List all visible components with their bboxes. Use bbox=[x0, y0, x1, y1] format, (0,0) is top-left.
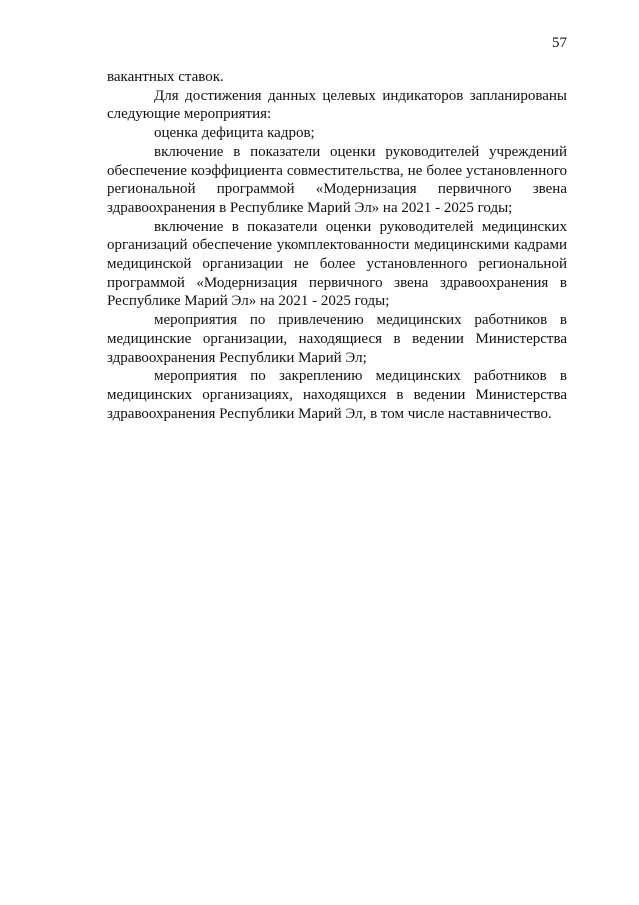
document-body bbox=[107, 68, 567, 423]
list-item-part-time-coefficient: включение в показатели оценки руководителей учреждений обеспечение коэффициента совместительства, не более установленного региональной программой «Модернизация первичного звена здравоохранения в Республике Марий Эл» на 2021 - 2025 годы; bbox=[107, 143, 567, 216]
page-number: 57 bbox=[552, 35, 567, 51]
paragraph-intro: Для достижения данных целевых индикаторов запланированы следующие мероприятия: bbox=[107, 87, 567, 123]
list-item-retention-measures: мероприятия по закреплению медицинских работников в медицинских организациях, находящихся в ведении Министерства здравоохранения Республики Марий Эл, в том числе наставничество. bbox=[107, 368, 567, 422]
list-item-attraction-measures: мероприятия по привлечению медицинских работников в медицинские организации, находящиеся в ведении Министерства здравоохранения Республики Марий Эл; bbox=[107, 312, 567, 366]
list-item-staffing-level: включение в показатели оценки руководителей медицинских организаций обеспечение укомплектованности медицинскими кадрами медицинской организации не более установленного региональной программой «Модернизация первичного звена здравоохранения в Республике Марий Эл» на 2021 - 2025 годы; bbox=[107, 218, 567, 310]
paragraph-continuation: вакантных ставок. bbox=[107, 69, 224, 85]
list-item-deficit-assessment: оценка дефицита кадров; bbox=[154, 125, 315, 142]
